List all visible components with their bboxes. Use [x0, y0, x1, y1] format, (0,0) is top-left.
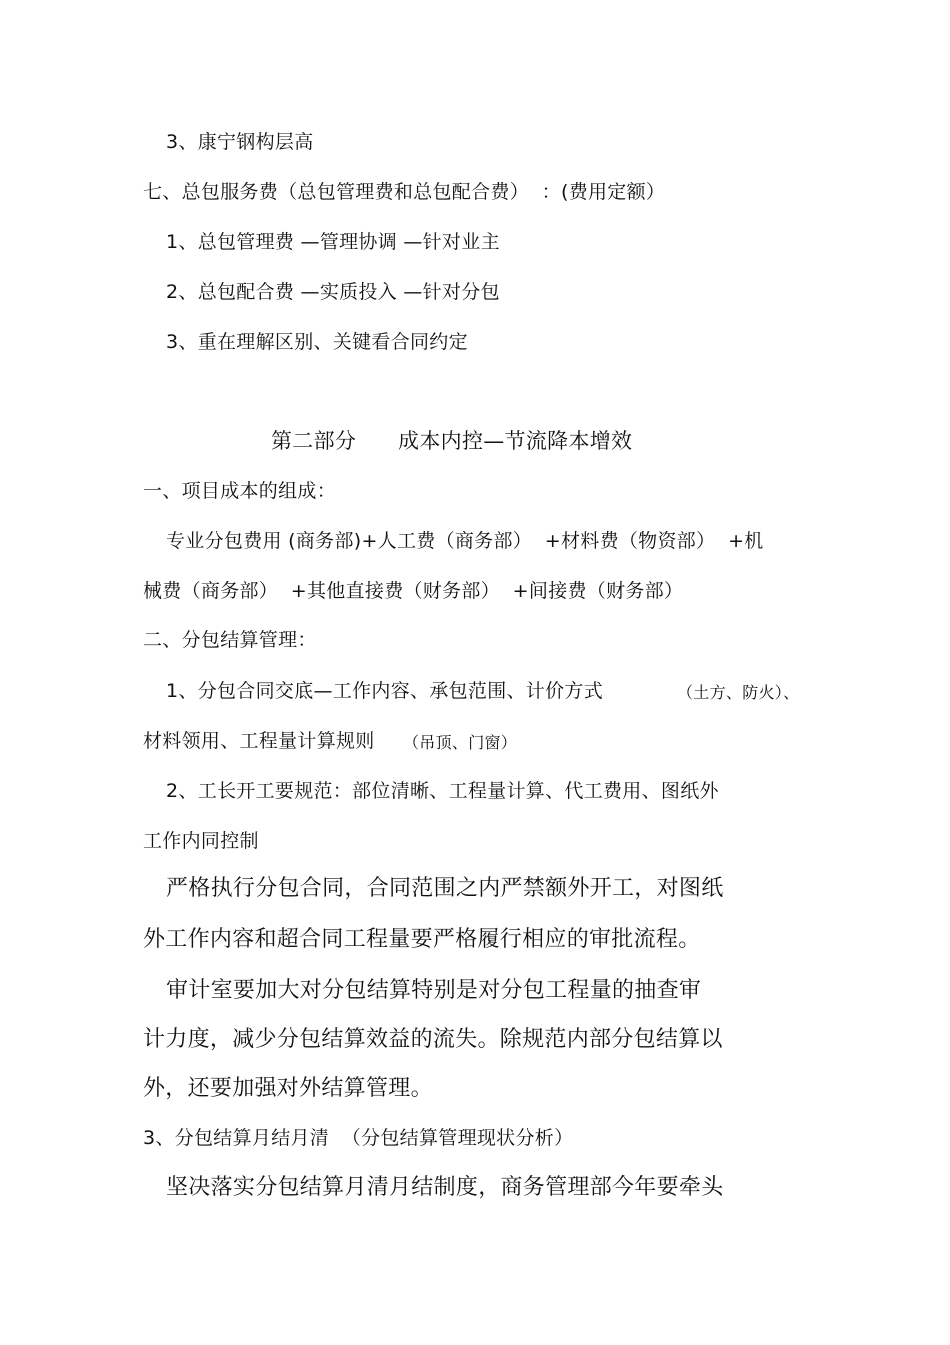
- text-line: 审计室要加大对分包结算特别是对分包工程量的抽查审: [166, 978, 702, 1003]
- text-line: 1、分包合同交底—工作内容、承包范围、计价方式: [166, 680, 603, 702]
- text-note: （土方、防火）、: [677, 683, 800, 702]
- text-line: 计力度，减少分包结算效益的流失。除规范内部分包结算以: [143, 1027, 723, 1052]
- text-line: 工作内同控制: [143, 830, 259, 852]
- text-line: 严格执行分包合同，合同范围之内严禁额外开工，对图纸: [166, 876, 724, 901]
- text-line: 械费（商务部） +其他直接费（财务部） +间接费（财务部）: [143, 580, 684, 602]
- section-heading: 七、总包服务费（总包管理费和总包配合费） ：(费用定额）: [143, 181, 666, 203]
- text-line: 材料领用、工程量计算规则: [143, 730, 375, 752]
- text-line: 外，还要加强对外结算管理。: [143, 1076, 433, 1101]
- text-line: 1、总包管理费 —管理协调 —针对业主: [166, 231, 500, 253]
- text-line: 2、工长开工要规范：部位清晰、工程量计算、代工费用、图纸外: [166, 780, 719, 802]
- text-line: 外工作内容和超合同工程量要严格履行相应的审批流程。: [143, 927, 701, 952]
- text-line: 3、康宁钢构层高: [166, 131, 314, 153]
- text-line: 3、分包结算月结月清 （分包结算管理现状分析）: [143, 1127, 574, 1149]
- part-title: 第二部分 成本内控—节流降本增效: [271, 429, 633, 453]
- section-heading: 一、项目成本的组成：: [143, 480, 337, 502]
- text-line: 专业分包费用 (商务部)+人工费（商务部） +材料费（物资部） +机: [166, 530, 764, 552]
- text-line: 坚决落实分包结算月清月结制度，商务管理部今年要牵头: [166, 1175, 724, 1200]
- text-line: 3、重在理解区别、关键看合同约定: [166, 331, 468, 353]
- section-heading: 二、分包结算管理：: [143, 629, 317, 651]
- text-note: （吊顶、门窗）: [403, 733, 518, 752]
- text-line: 2、总包配合费 —实质投入 —针对分包: [166, 281, 500, 303]
